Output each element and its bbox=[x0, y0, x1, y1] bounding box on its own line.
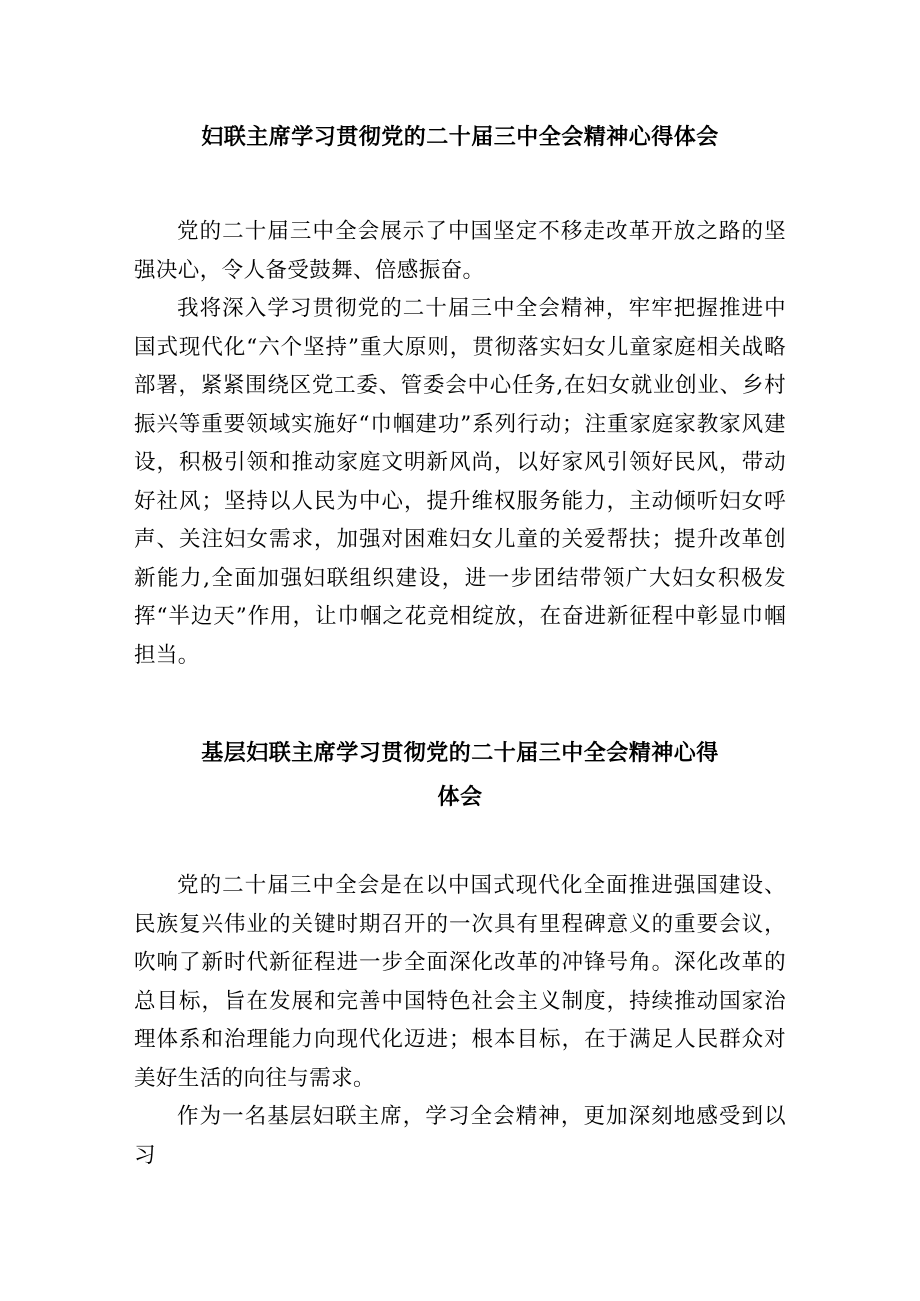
paragraph: 作为一名基层妇联主席，学习全会精神，更加深刻地感受到以习 bbox=[134, 1104, 786, 1168]
paragraph: 我将深入学习贯彻党的二十届三中全会精神，牢牢把握推进中国式现代化“六个坚持”重大原则，贯彻落实妇女儿童家庭相关战略部署，紧紧围绕区党工委、管委会中心任务,在妇女就业创业、乡村振兴等重要领域实施好“巾帼建功”系列行动；注重家庭家教家风建设，积极引领和推动家庭文明新风尚，以好家风引领好民风，带动好社风；坚持以人民为中心，提升维权服务能力，主动倾听妇女呼声、关注妇女需求，加强对困难妇女儿童的关爱帮扶；提升改革创新能力,全面加强妇联组织建设，进一步团结带领广大妇女积极发挥“半边天”作用，让巾帼之花竞相绽放，在奋进新征程中彰显巾帼担当。 bbox=[134, 296, 786, 668]
section-2-body bbox=[134, 867, 786, 1175]
section-1-body bbox=[134, 213, 786, 675]
paragraph: 党的二十届三中全会展示了中国坚定不移走改革开放之路的坚强决心，令人备受鼓舞、倍感振奋。 bbox=[134, 219, 786, 283]
title-2-line-1: 基层妇联主席学习贯彻党的二十届三中全会精神心得 bbox=[201, 741, 719, 766]
title-2-line-2: 体会 bbox=[437, 785, 483, 810]
document-title-1: 妇联主席学习贯彻党的二十届三中全会精神心得体会 bbox=[201, 125, 719, 150]
paragraph: 党的二十届三中全会是在以中国式现代化全面推进强国建设、民族复兴伟业的关键时期召开的一次具有里程碑意义的重要会议，吹响了新时代新征程进一步全面深化改革的冲锋号角。深化改革的总目标，旨在发展和完善中国特色社会主义制度，持续推动国家治理体系和治理能力向现代化迈进；根本目标，在于满足人民群众对美好生活的向往与需求。 bbox=[134, 873, 786, 1091]
document-title-2 bbox=[120, 732, 800, 820]
